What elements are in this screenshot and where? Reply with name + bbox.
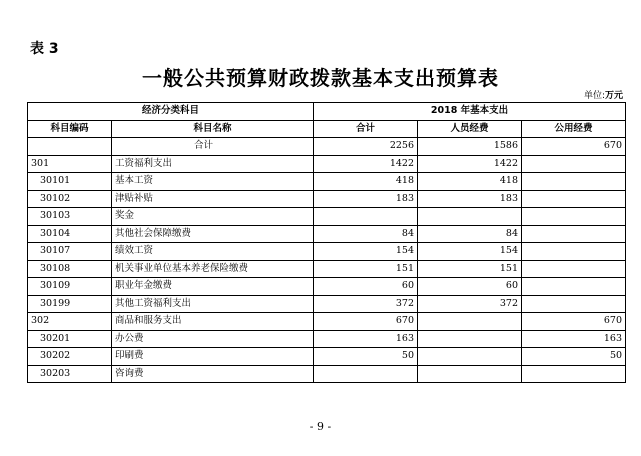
- cell-total: 418: [314, 173, 418, 191]
- cell-personnel: [418, 348, 522, 366]
- cell-public: [522, 243, 626, 261]
- cell-code: 30108: [28, 260, 112, 278]
- cell-name: 机关事业单位基本养老保险缴费: [112, 260, 314, 278]
- table-row: [28, 330, 626, 348]
- cell-name: 合计: [112, 138, 314, 156]
- table-row: [28, 365, 626, 383]
- cell-name: 办公费: [112, 330, 314, 348]
- header-total: 合计: [314, 120, 418, 138]
- cell-public: [522, 155, 626, 173]
- cell-public: [522, 295, 626, 313]
- header-personnel: 人员经费: [418, 120, 522, 138]
- cell-personnel: 151: [418, 260, 522, 278]
- cell-public: [522, 208, 626, 226]
- cell-personnel: 1422: [418, 155, 522, 173]
- cell-name: 绩效工资: [112, 243, 314, 261]
- cell-public: 163: [522, 330, 626, 348]
- cell-name: 职业年金缴费: [112, 278, 314, 296]
- cell-personnel: [418, 208, 522, 226]
- cell-personnel: 84: [418, 225, 522, 243]
- cell-public: 670: [522, 138, 626, 156]
- cell-total: 1422: [314, 155, 418, 173]
- table-row: [28, 278, 626, 296]
- cell-total: 50: [314, 348, 418, 366]
- cell-public: [522, 173, 626, 191]
- cell-code: 30199: [28, 295, 112, 313]
- cell-code: 30104: [28, 225, 112, 243]
- cell-code: [28, 138, 112, 156]
- cell-name: 基本工资: [112, 173, 314, 191]
- header-basic-expenditure: 2018 年基本支出: [314, 103, 626, 121]
- header-economic-classification: 经济分类科目: [28, 103, 314, 121]
- cell-code: 30201: [28, 330, 112, 348]
- cell-public: 50: [522, 348, 626, 366]
- cell-public: [522, 278, 626, 296]
- cell-public: [522, 225, 626, 243]
- table-row: [28, 208, 626, 226]
- cell-public: 670: [522, 313, 626, 331]
- cell-name: 咨询费: [112, 365, 314, 383]
- header-name: 科目名称: [112, 120, 314, 138]
- cell-total: [314, 208, 418, 226]
- cell-personnel: [418, 365, 522, 383]
- cell-name: 其他工资福利支出: [112, 295, 314, 313]
- cell-name: 奖金: [112, 208, 314, 226]
- cell-public: [522, 260, 626, 278]
- cell-total: 60: [314, 278, 418, 296]
- cell-total: 670: [314, 313, 418, 331]
- cell-code: 301: [28, 155, 112, 173]
- cell-code: 30101: [28, 173, 112, 191]
- cell-code: 30203: [28, 365, 112, 383]
- cell-code: 30103: [28, 208, 112, 226]
- table-number: 表 3: [30, 41, 59, 57]
- page-number: - 9 -: [309, 420, 332, 433]
- table-row: [28, 190, 626, 208]
- cell-code: 30107: [28, 243, 112, 261]
- cell-total: 151: [314, 260, 418, 278]
- page-title: 一般公共预算财政拨款基本支出预算表: [142, 66, 499, 90]
- cell-name: 其他社会保障缴费: [112, 225, 314, 243]
- cell-code: 30102: [28, 190, 112, 208]
- cell-total: 163: [314, 330, 418, 348]
- cell-personnel: 60: [418, 278, 522, 296]
- cell-total: 154: [314, 243, 418, 261]
- table-row: [28, 348, 626, 366]
- header-code: 科目编码: [28, 120, 112, 138]
- table-row: [28, 243, 626, 261]
- cell-public: [522, 365, 626, 383]
- cell-total: 372: [314, 295, 418, 313]
- table-body: [28, 138, 626, 383]
- unit-label: [584, 88, 623, 101]
- cell-total: 84: [314, 225, 418, 243]
- cell-total: 2256: [314, 138, 418, 156]
- cell-name: 印刷费: [112, 348, 314, 366]
- cell-total: 183: [314, 190, 418, 208]
- cell-total: [314, 365, 418, 383]
- cell-personnel: [418, 330, 522, 348]
- cell-name: 商品和服务支出: [112, 313, 314, 331]
- cell-personnel: [418, 313, 522, 331]
- cell-personnel: 1586: [418, 138, 522, 156]
- total-row: [28, 138, 626, 156]
- cell-personnel: 418: [418, 173, 522, 191]
- cell-personnel: 183: [418, 190, 522, 208]
- cell-name: 工资福利支出: [112, 155, 314, 173]
- table-row: [28, 295, 626, 313]
- unit-prefix: 单位:: [583, 91, 605, 101]
- budget-table: [27, 102, 626, 383]
- cell-code: 30202: [28, 348, 112, 366]
- header-group-row: [28, 103, 626, 121]
- header-column-row: [28, 120, 626, 138]
- table-row: [28, 173, 626, 191]
- table-row: [28, 155, 626, 173]
- table-row: [28, 260, 626, 278]
- table-row: [28, 313, 626, 331]
- cell-personnel: 154: [418, 243, 522, 261]
- cell-public: [522, 190, 626, 208]
- unit-value: 万元: [604, 91, 623, 101]
- table-row: [28, 225, 626, 243]
- cell-personnel: 372: [418, 295, 522, 313]
- cell-code: 302: [28, 313, 112, 331]
- cell-code: 30109: [28, 278, 112, 296]
- header-public: 公用经费: [522, 120, 626, 138]
- cell-name: 津贴补贴: [112, 190, 314, 208]
